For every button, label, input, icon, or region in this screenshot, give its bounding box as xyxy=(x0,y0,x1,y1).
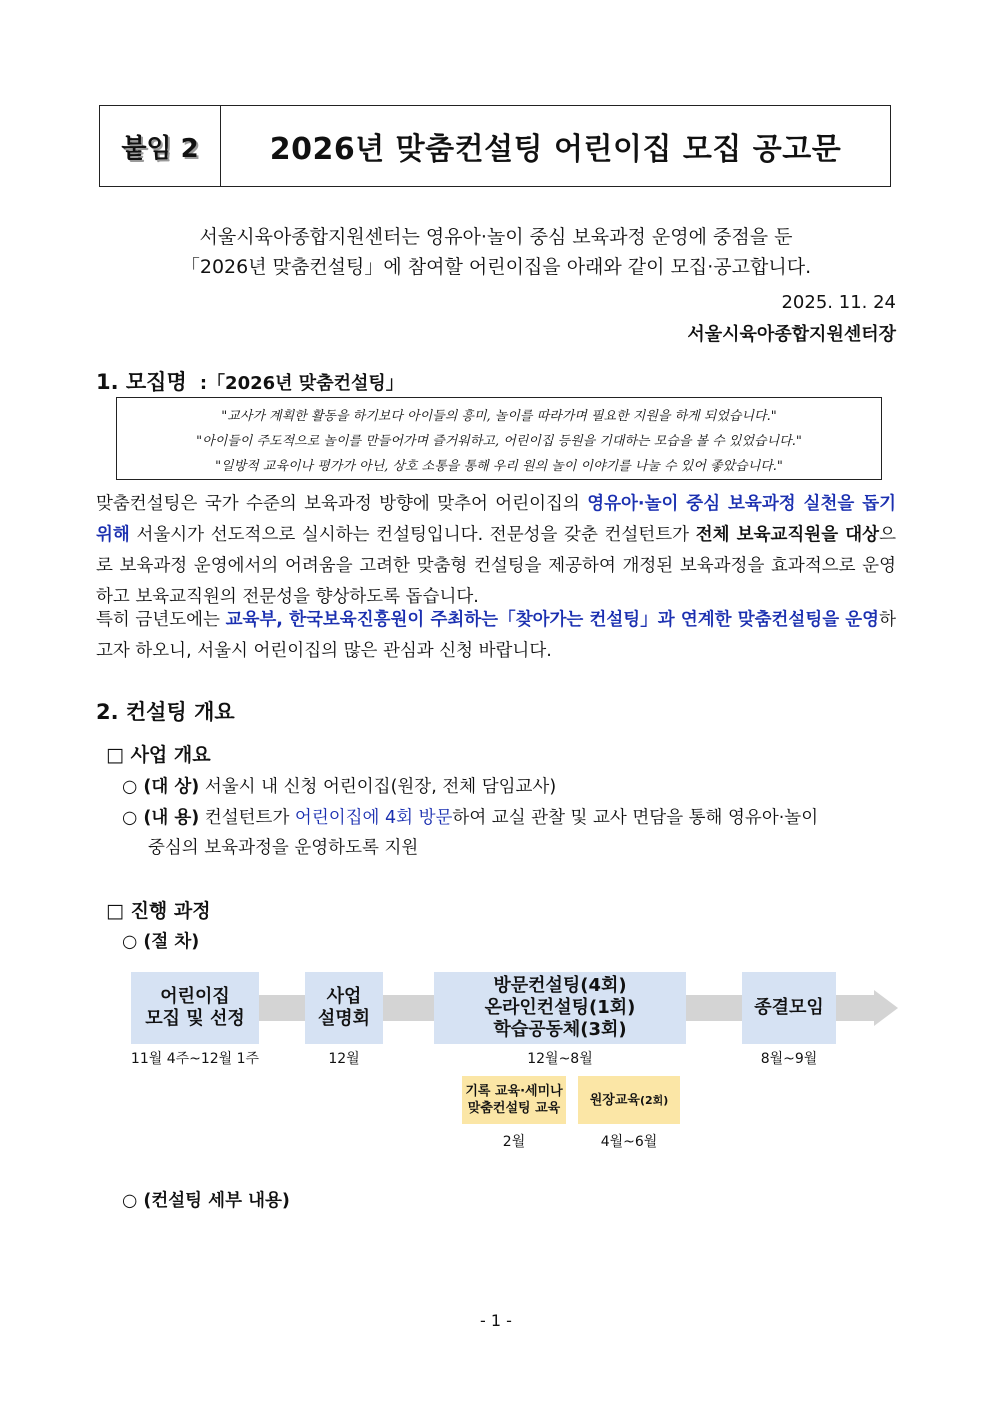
substep-education xyxy=(462,1076,566,1124)
substep-director xyxy=(578,1076,680,1124)
step-briefing xyxy=(305,972,383,1044)
substep-director-count: (2회) xyxy=(639,1093,669,1107)
testimonial-box xyxy=(116,397,882,480)
step-recruit-period: 11월 4주~12월 1주 xyxy=(130,1051,260,1067)
testimonial-2: "아이들이 주도적으로 놀이를 만들어가며 즐거워하고, 어린이집 등원을 기대하는 모습을 볼 수 있었습니다." xyxy=(196,434,802,449)
intro-line-1: 서울시육아종합지원센터는 영유아·놀이 중심 보육과정 운영에 중점을 둔 xyxy=(199,226,793,248)
step-consulting-line3: 학습공동체(3회) xyxy=(493,1019,627,1040)
title-box xyxy=(99,105,891,187)
step-recruit-line1: 어린이집 xyxy=(160,986,230,1007)
substep-director-period: 4월~6월 xyxy=(600,1134,658,1150)
para2-highlight-b: 교육부, 한국보육진흥원이 주최하는「찾아가는 컨설팅」과 연계한 맞춤컨설팅을 운영 xyxy=(225,610,880,630)
process-subheading: □ 진행 과정 xyxy=(106,900,211,922)
section1-heading: 1. 모집명 xyxy=(96,370,187,394)
description-paragraph-2 xyxy=(96,605,896,667)
para2-text-a: 특히 금년도에는 xyxy=(96,610,226,630)
target-label: ○ (대 상) xyxy=(122,777,200,797)
step-consulting xyxy=(434,972,686,1044)
content-label: ○ (내 용) xyxy=(122,808,200,828)
process-arrow-head xyxy=(874,990,898,1026)
para1-highlight-d: 전체 보육교직원을 대상 xyxy=(695,525,880,545)
section2-heading: 2. 컨설팅 개요 xyxy=(96,700,235,724)
step-briefing-line1: 사업 xyxy=(326,986,362,1007)
step-closing: 종결모임 xyxy=(742,972,836,1044)
intro-line-2: 「2026년 맞춤컨설팅」에 참여할 어린이집을 아래와 같이 모집·공고합니다. xyxy=(180,256,812,278)
step-consulting-line1: 방문컨설팅(4회) xyxy=(493,975,627,996)
step-closing-period: 8월~9월 xyxy=(760,1051,818,1067)
section1-title xyxy=(96,366,404,396)
content-highlight: 어린이집에 4회 방문 xyxy=(294,808,453,828)
step-consulting-line2: 온라인컨설팅(1회) xyxy=(484,997,636,1018)
para1-highlight-b: 영유아·놀이 중심 보육과정 실천을 돕기 위해 xyxy=(96,494,896,545)
step-briefing-period: 12월 xyxy=(328,1051,360,1067)
testimonial-3: "일방적 교육이나 평가가 아닌, 상호 소통을 통해 우리 원의 놀이 이야기를 나눌 수 있어 좋았습니다." xyxy=(215,459,783,474)
content-item-cont: 중심의 보육과정을 운영하도록 지원 xyxy=(148,838,419,858)
content-text-c: 하여 교실 관찰 및 교사 면담을 통해 영유아·놀이 xyxy=(452,808,819,828)
substep-education-line2: 맞춤컨설팅 교육 xyxy=(467,1101,561,1116)
attachment-badge: 붙임 2 xyxy=(100,106,221,186)
page-number: - 1 - xyxy=(480,1311,512,1330)
content-item xyxy=(122,804,892,829)
page-title: 2026년 맞춤컨설팅 어린이집 모집 공고문 xyxy=(269,132,842,167)
target-item xyxy=(122,773,556,798)
substep-director-label: 원장교육 xyxy=(589,1092,640,1108)
announcement-date: 2025. 11. 24 xyxy=(781,292,896,313)
overview-subheading: □ 사업 개요 xyxy=(106,744,211,766)
program-name: :「2026년 맞춤컨설팅」 xyxy=(199,373,404,394)
procedure-item: ○ (절 차) xyxy=(122,932,200,952)
substep-education-period: 2월 xyxy=(502,1134,526,1150)
content-text-a: 컨설턴트가 xyxy=(199,808,295,828)
step-recruit-line2: 모집 및 선정 xyxy=(145,1008,245,1029)
step-consulting-period: 12월~8월 xyxy=(527,1051,593,1067)
target-text: 서울시 내 신청 어린이집(원장, 전체 담임교사) xyxy=(199,777,557,797)
substep-education-line1: 기록 교육·세미나 xyxy=(465,1084,563,1099)
step-briefing-line2: 설명회 xyxy=(317,1008,371,1029)
signer: 서울시육아종합지원센터장 xyxy=(687,324,896,345)
para1-text-e: 으로 보육과정 운영에서의 어려움을 고려한 맞춤형 컨설팅을 제공하여 개정된 보육과정을 효과적으로 운영하고 보육교직원의 전문성을 향상하도록 돕습니다. xyxy=(96,525,896,607)
para2-text-c: 하고자 하오니, 서울시 어린이집의 많은 관심과 신청 바랍니다. xyxy=(96,610,896,661)
detail-item: ○ (컨설팅 세부 내용) xyxy=(122,1191,290,1211)
para1-text-c: 서울시가 선도적으로 실시하는 컨설팅입니다. 전문성을 갖춘 컨설턴트가 xyxy=(129,525,696,545)
testimonial-1: "교사가 계획한 활동을 하기보다 아이들의 흥미, 놀이를 따라가며 필요한 지원을 하게 되었습니다." xyxy=(221,409,777,424)
step-recruit xyxy=(131,972,259,1044)
para1-text-a: 맞춤컨설팅은 국가 수준의 보육과정 방향에 맞추어 어린이집의 xyxy=(96,494,588,514)
description-paragraph-1 xyxy=(96,489,896,613)
